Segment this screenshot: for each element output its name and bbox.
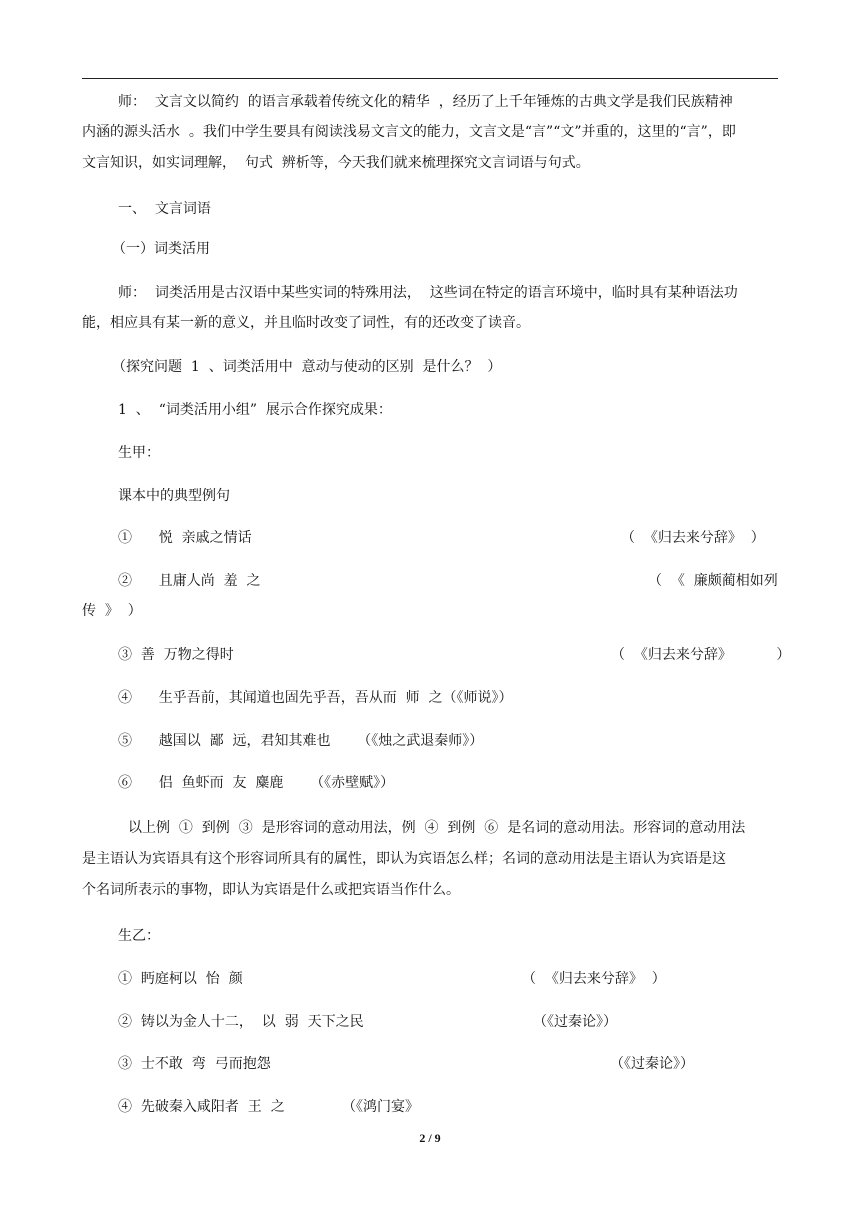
subsection-heading: （一）词类活用 [112,241,210,257]
paragraph-line: 个名词所表示的事物，即认为宾语是什么或把宾语当作什么。 [82,882,460,898]
speaker-label: 生甲： [118,445,160,461]
example-source: （ 《 廉颇蔺相如列 [648,573,778,589]
paragraph-line: 能，相应具有某一新的意义，并且临时改变了词性，有的还改变了读音。 [82,315,530,331]
paragraph-line: 文言知识，如实词理解， 句式 辨析等，今天我们就来梳理探究文言词语与句式。 [82,155,590,171]
page-number: 2 / 9 [419,1131,441,1145]
example-source: （ 《归去来兮辞》 ） [522,971,666,987]
example-source: （《过秦论》） [533,1014,617,1030]
section-heading: 一、 文言词语 [118,201,211,217]
activity-line: 1 、 “词类活用小组” 展示合作探究成果： [118,402,392,418]
example-sentence: ① 眄庭柯以 怡 颜 [118,971,243,987]
example-sentence: ④ 先破秦入咸阳者 王 之 [118,1099,285,1115]
paragraph-line: 是主语认为宾语具有这个形容词所具有的属性，即认为宾语怎么样；名词的意动用法是主语认为宾语是这 [82,851,726,867]
example-source: （《过秦论》） [610,1056,694,1072]
header-rule [82,78,778,79]
question-line: （探究问题 1 、词类活用中 意动与使动的区别 是什么？ ） [112,359,502,375]
speaker-label: 生乙： [118,928,160,944]
example-sentence: ③ 士不敢 弯 弓而抱怨 [118,1056,271,1072]
paragraph-line: 以上例 ① 到例 ③ 是形容词的意动用法，例 ④ 到例 ⑥ 是名词的意动用法。形容词的意动用法 [128,820,746,836]
paragraph-line: 内涵的源头活水 。我们中学生要具有阅读浅易文言文的能力，文言文是“言”“文”并重的，这里的“言”，即 [82,124,736,140]
example-heading: 课本中的典型例句 [118,488,230,504]
example-sentence: ④ 生乎吾前，其闻道也固先乎吾，吾从而 师 之（《师说》） [118,690,513,706]
example-sentence: ⑥ 侣 鱼虾而 友 麋鹿 （《赤壁赋》） [118,775,395,791]
example-source: （ 《归去来兮辞》 ） [621,530,765,546]
example-sentence: ② 且庸人尚 羞 之 [118,573,261,589]
example-source: （《鸿门宴》 [342,1099,419,1115]
example-sentence: ⑤ 越国以 鄙 远，君知其难也 （《烛之武退秦师》） [118,733,484,749]
example-source: （ 《归去来兮辞》 ） [611,647,791,663]
paragraph-line: 师： 文言文以简约 的语言承载着传统文化的精华 ，经历了上千年锤炼的古典文学是我们民族精神 [118,94,733,110]
example-sentence: ② 铸以为金人十二， 以 弱 天下之民 [118,1014,364,1030]
example-sentence: ① 悦 亲戚之情话 [118,530,252,546]
example-sentence: ③ 善 万物之得时 [118,647,234,663]
paragraph-line: 师： 词类活用是古汉语中某些实词的特殊用法， 这些词在特定的语言环境中，临时具有某种语法功 [118,285,738,301]
example-source: 传 》 ） [82,603,142,619]
